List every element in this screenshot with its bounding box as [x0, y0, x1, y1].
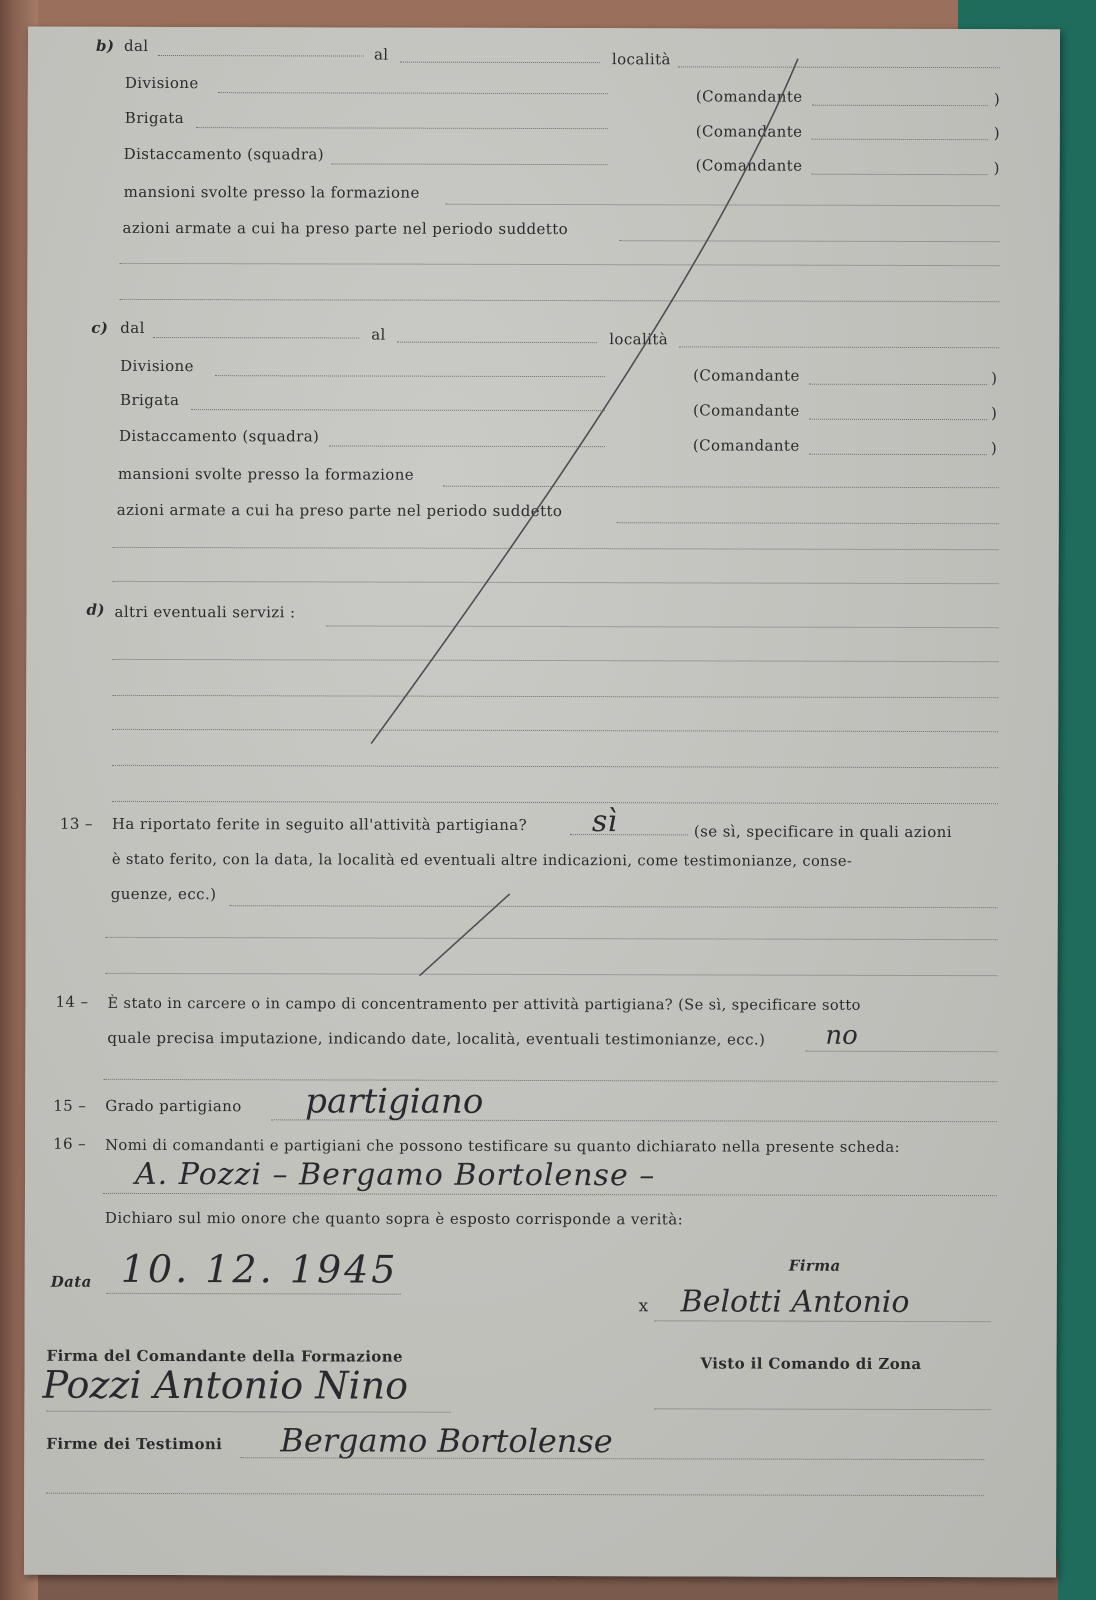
q13-instructions-line2: è stato ferito, con la data, la località ed eventuali altre indicazioni, come testimonianze, conse-: [111, 850, 853, 870]
q14-number: 14 –: [55, 992, 89, 1011]
close-paren: ): [993, 90, 1001, 109]
close-paren: ): [990, 439, 998, 458]
firma-signature: Belotti Antonio: [680, 1284, 910, 1320]
close-paren: ): [993, 159, 1000, 178]
section-b-azioni-line[interactable]: [119, 299, 999, 302]
commander-label: Firma del Comandante della Formazione: [46, 1346, 404, 1366]
section-c-distaccamento-comandante-field[interactable]: [809, 454, 987, 455]
section-c-al-field[interactable]: [397, 342, 597, 344]
section-c-distaccamento-field[interactable]: [329, 445, 605, 447]
section-c-azioni-label: azioni armate a cui ha preso parte nel periodo suddetto: [116, 500, 563, 521]
section-c-azioni-field[interactable]: [617, 522, 999, 524]
close-paren: ): [991, 369, 998, 388]
section-b-brigata-comandante-label: (Comandante: [695, 122, 803, 141]
section-b-divisione-field[interactable]: [218, 92, 608, 94]
q15-label: Grado partigiano: [105, 1096, 242, 1116]
section-c-divisione-label: Divisione: [120, 356, 194, 376]
section-c-mansioni-field[interactable]: [443, 486, 999, 488]
section-b-dal-label: dal: [123, 36, 149, 55]
q13-question: Ha riportato ferite in seguito all'attività partigiana?: [111, 814, 528, 834]
section-d-letter: d): [86, 600, 105, 619]
section-b-mansioni-field[interactable]: [446, 204, 1000, 206]
section-c-divisione-comandante-field[interactable]: [809, 384, 987, 385]
section-b-letter: b): [95, 36, 115, 55]
q15-number: 15 –: [53, 1096, 87, 1115]
section-b-al-label: al: [373, 45, 389, 64]
section-d-line[interactable]: [112, 659, 998, 662]
q13-instructions-line3: guenze, ecc.): [110, 884, 217, 904]
section-c-brigata-comandante-label: (Comandante: [693, 401, 800, 420]
zone-label: Visto il Comando di Zona: [700, 1354, 922, 1373]
q13-field[interactable]: [230, 905, 998, 908]
q14-question: È stato in carcere o in campo di concentramento per attività partigiana? (Se sì, specificare sotto: [107, 994, 861, 1014]
section-c-letter: c): [91, 318, 109, 337]
section-d-line[interactable]: [112, 695, 998, 698]
section-c-brigata-label: Brigata: [120, 390, 180, 410]
section-b-distaccamento-label: Distaccamento (squadra): [123, 144, 325, 164]
section-b-distaccamento-comandante-label: (Comandante: [695, 156, 803, 175]
section-b-divisione-comandante-label: (Comandante: [695, 87, 803, 106]
q16-answer: A. Pozzi – Bergamo Bortolense –: [134, 1156, 656, 1194]
section-c-brigata-comandante-field[interactable]: [809, 419, 987, 420]
section-c-divisione-field[interactable]: [215, 375, 605, 377]
section-d-line[interactable]: [112, 765, 998, 768]
q13-line[interactable]: [106, 937, 998, 940]
section-c-mansioni-label: mansioni svolte presso la formazione: [117, 464, 415, 484]
witnesses-label: Firme dei Testimoni: [46, 1434, 223, 1454]
section-c-brigata-field[interactable]: [191, 409, 605, 411]
close-paren: ): [990, 404, 998, 423]
section-b-brigata-field[interactable]: [196, 127, 608, 129]
declaration-text: Dichiaro sul mio onore che quanto sopra è esposto corrisponde a verità:: [104, 1208, 684, 1229]
section-b-al-field[interactable]: [400, 62, 600, 64]
section-b-distaccamento-comandante-field[interactable]: [812, 174, 988, 175]
zone-field[interactable]: [654, 1408, 990, 1410]
q14-line[interactable]: [103, 1079, 997, 1082]
q14-question-line2: quale precisa imputazione, indicando date, località, eventuali testimonianze, ecc.): [107, 1028, 766, 1049]
close-paren: ): [993, 124, 1001, 143]
q13-line[interactable]: [106, 973, 998, 976]
date-value: 10. 12. 1945: [120, 1246, 399, 1292]
q13-instructions: (se sì, specificare in quali azioni: [693, 822, 952, 842]
section-c-divisione-comandante-label: (Comandante: [693, 366, 800, 385]
section-b-divisione-label: Divisione: [124, 73, 199, 93]
section-c-localita-label: località: [609, 330, 669, 349]
section-d-line[interactable]: [112, 729, 998, 732]
section-c-al-label: al: [371, 325, 386, 344]
section-b-localita-label: località: [611, 50, 671, 69]
section-d-label: altri eventuali servizi :: [114, 602, 296, 622]
section-b-azioni-field[interactable]: [619, 240, 999, 242]
section-c-localita-field[interactable]: [679, 346, 999, 348]
q16-number: 16 –: [53, 1134, 87, 1153]
section-d-line[interactable]: [112, 801, 998, 804]
witnesses-line[interactable]: [46, 1493, 984, 1496]
section-b-brigata-comandante-field[interactable]: [812, 139, 988, 140]
section-b-azioni-line[interactable]: [119, 263, 999, 266]
section-b-localita-field[interactable]: [678, 66, 1000, 68]
section-b-brigata-label: Brigata: [124, 108, 185, 128]
section-c-dal-field[interactable]: [153, 337, 359, 339]
commander-field[interactable]: [46, 1411, 450, 1413]
q14-answer: no: [825, 1020, 858, 1051]
q13-number: 13 –: [59, 814, 93, 833]
section-b-dal-field[interactable]: [158, 55, 364, 57]
section-c-distaccamento-label: Distaccamento (squadra): [118, 426, 320, 446]
firma-mark: x: [638, 1296, 649, 1317]
section-c-dal-label: dal: [120, 318, 145, 337]
section-b-mansioni-label: mansioni svolte presso la formazione: [123, 182, 420, 202]
q13-answer: sì: [591, 804, 617, 840]
q16-line[interactable]: [103, 1193, 997, 1196]
section-c-azioni-line[interactable]: [113, 581, 999, 584]
section-c-distaccamento-comandante-label: (Comandante: [692, 436, 800, 455]
section-b-azioni-label: azioni armate a cui ha preso parte nel periodo suddetto: [122, 218, 569, 239]
firma-label: Firma: [788, 1256, 841, 1275]
section-d-field[interactable]: [326, 625, 998, 628]
date-field[interactable]: [107, 1293, 401, 1295]
section-c-azioni-line[interactable]: [113, 547, 999, 550]
section-b-distaccamento-field[interactable]: [332, 163, 608, 165]
section-b-divisione-comandante-field[interactable]: [812, 105, 988, 106]
q16-label: Nomi di comandanti e partigiani che possono testificare su quanto dichiarato nella presente scheda:: [105, 1136, 901, 1156]
q13-answer-field[interactable]: [570, 834, 688, 835]
commander-signature: Pozzi Antonio Nino: [42, 1362, 409, 1408]
q14-answer-field[interactable]: [805, 1051, 997, 1053]
witnesses-signature: Bergamo Bortolense: [280, 1421, 613, 1461]
form-sheet: [24, 27, 1060, 1578]
date-label: Data: [50, 1272, 92, 1291]
q15-answer: partigiano: [305, 1081, 484, 1122]
firma-field[interactable]: [655, 1320, 991, 1322]
